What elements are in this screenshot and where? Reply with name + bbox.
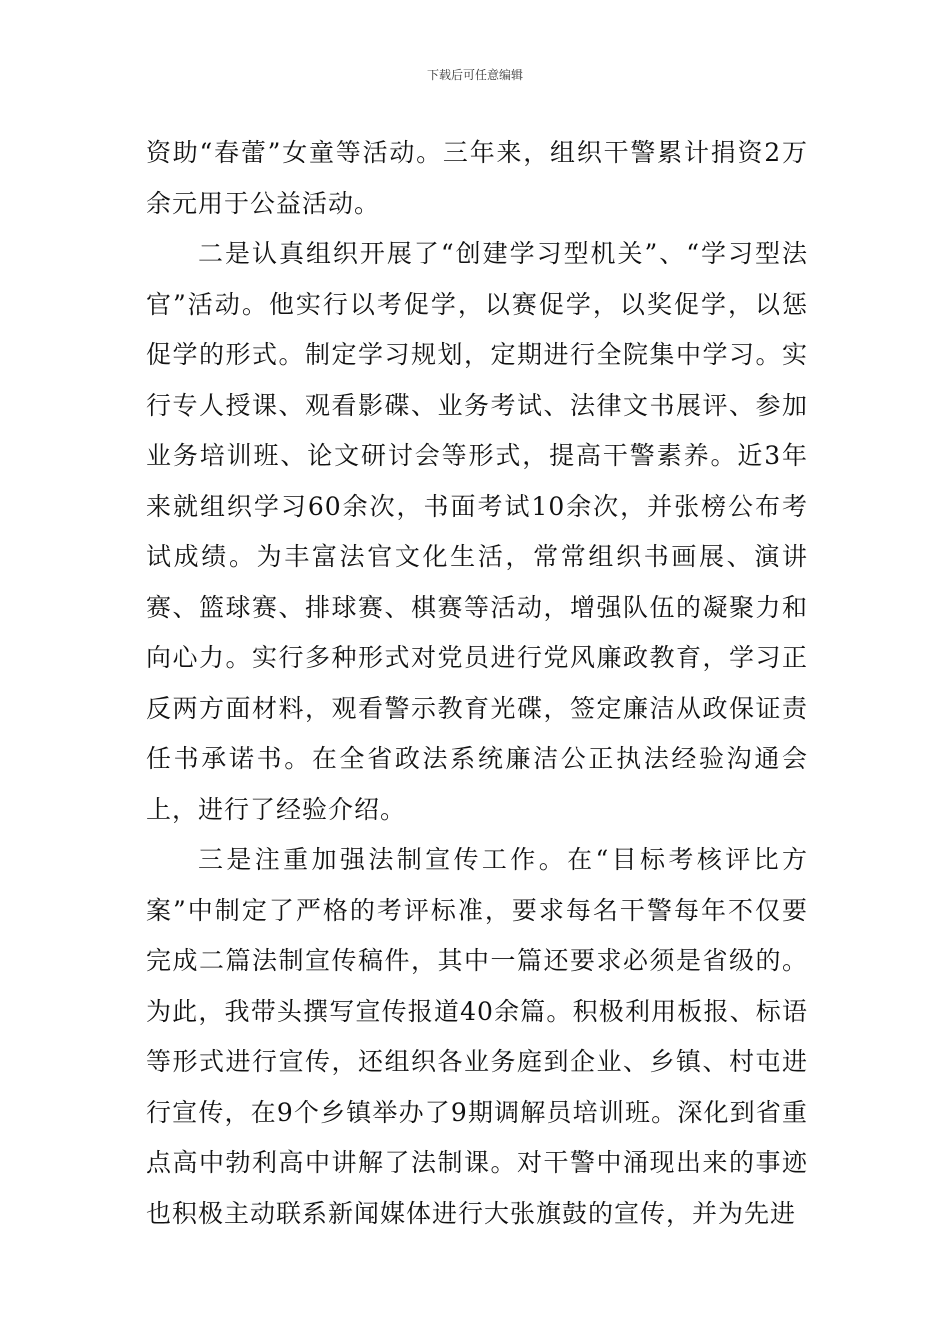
paragraph-3: 三是注重加强法制宣传工作。在“目标考核评比方案”中制定了严格的考评标准，要求每名干警每年不仅要完成二篇法制宣传稿件，其中一篇还要求必须是省级的。为此，我带头撰写宣传报道40余篇。积极利用板报、标语等形式进行宣传，还组织各业务庭到企业、乡镇、村屯进行宣传，在9个乡镇举办了9期调解员培训班。深化到省重点高中勃利高中讲解了法制课。对干警中涌现出来的事迹也积极主动联系新闻媒体进行大张旗鼓的宣传，并为先进 bbox=[146, 845, 808, 1228]
paragraph-1: 资助“春蕾”女童等活动。三年来，组织干警累计捐资2万余元用于公益活动。 bbox=[146, 138, 808, 218]
paragraph-2: 二是认真组织开展了“创建学习型机关”、“学习型法官”活动。他实行以考促学，以赛促学，以奖促学，以惩促学的形式。制定学习规划，定期进行全院集中学习。实行专人授课、观看影碟、业务考试、法律文书展评、参加业务培训班、论文研讨会等形式，提高干警素养。近3年来就组织学习60余次，书面考试10余次，并张榜公布考试成绩。为丰富法官文化生活，常常组织书画展、演讲赛、篮球赛、排球赛、棋赛等活动，增强队伍的凝聚力和向心力。实行多种形式对党员进行党风廉政教育，学习正反两方面材料，观看警示教育光碟，签定廉洁从政保证责任书承诺书。在全省政法系统廉洁公正执法经验沟通会上，进行了经验介绍。 bbox=[146, 239, 808, 824]
page-header: 下载后可任意编辑 bbox=[426, 68, 523, 82]
document-body bbox=[146, 128, 808, 1239]
